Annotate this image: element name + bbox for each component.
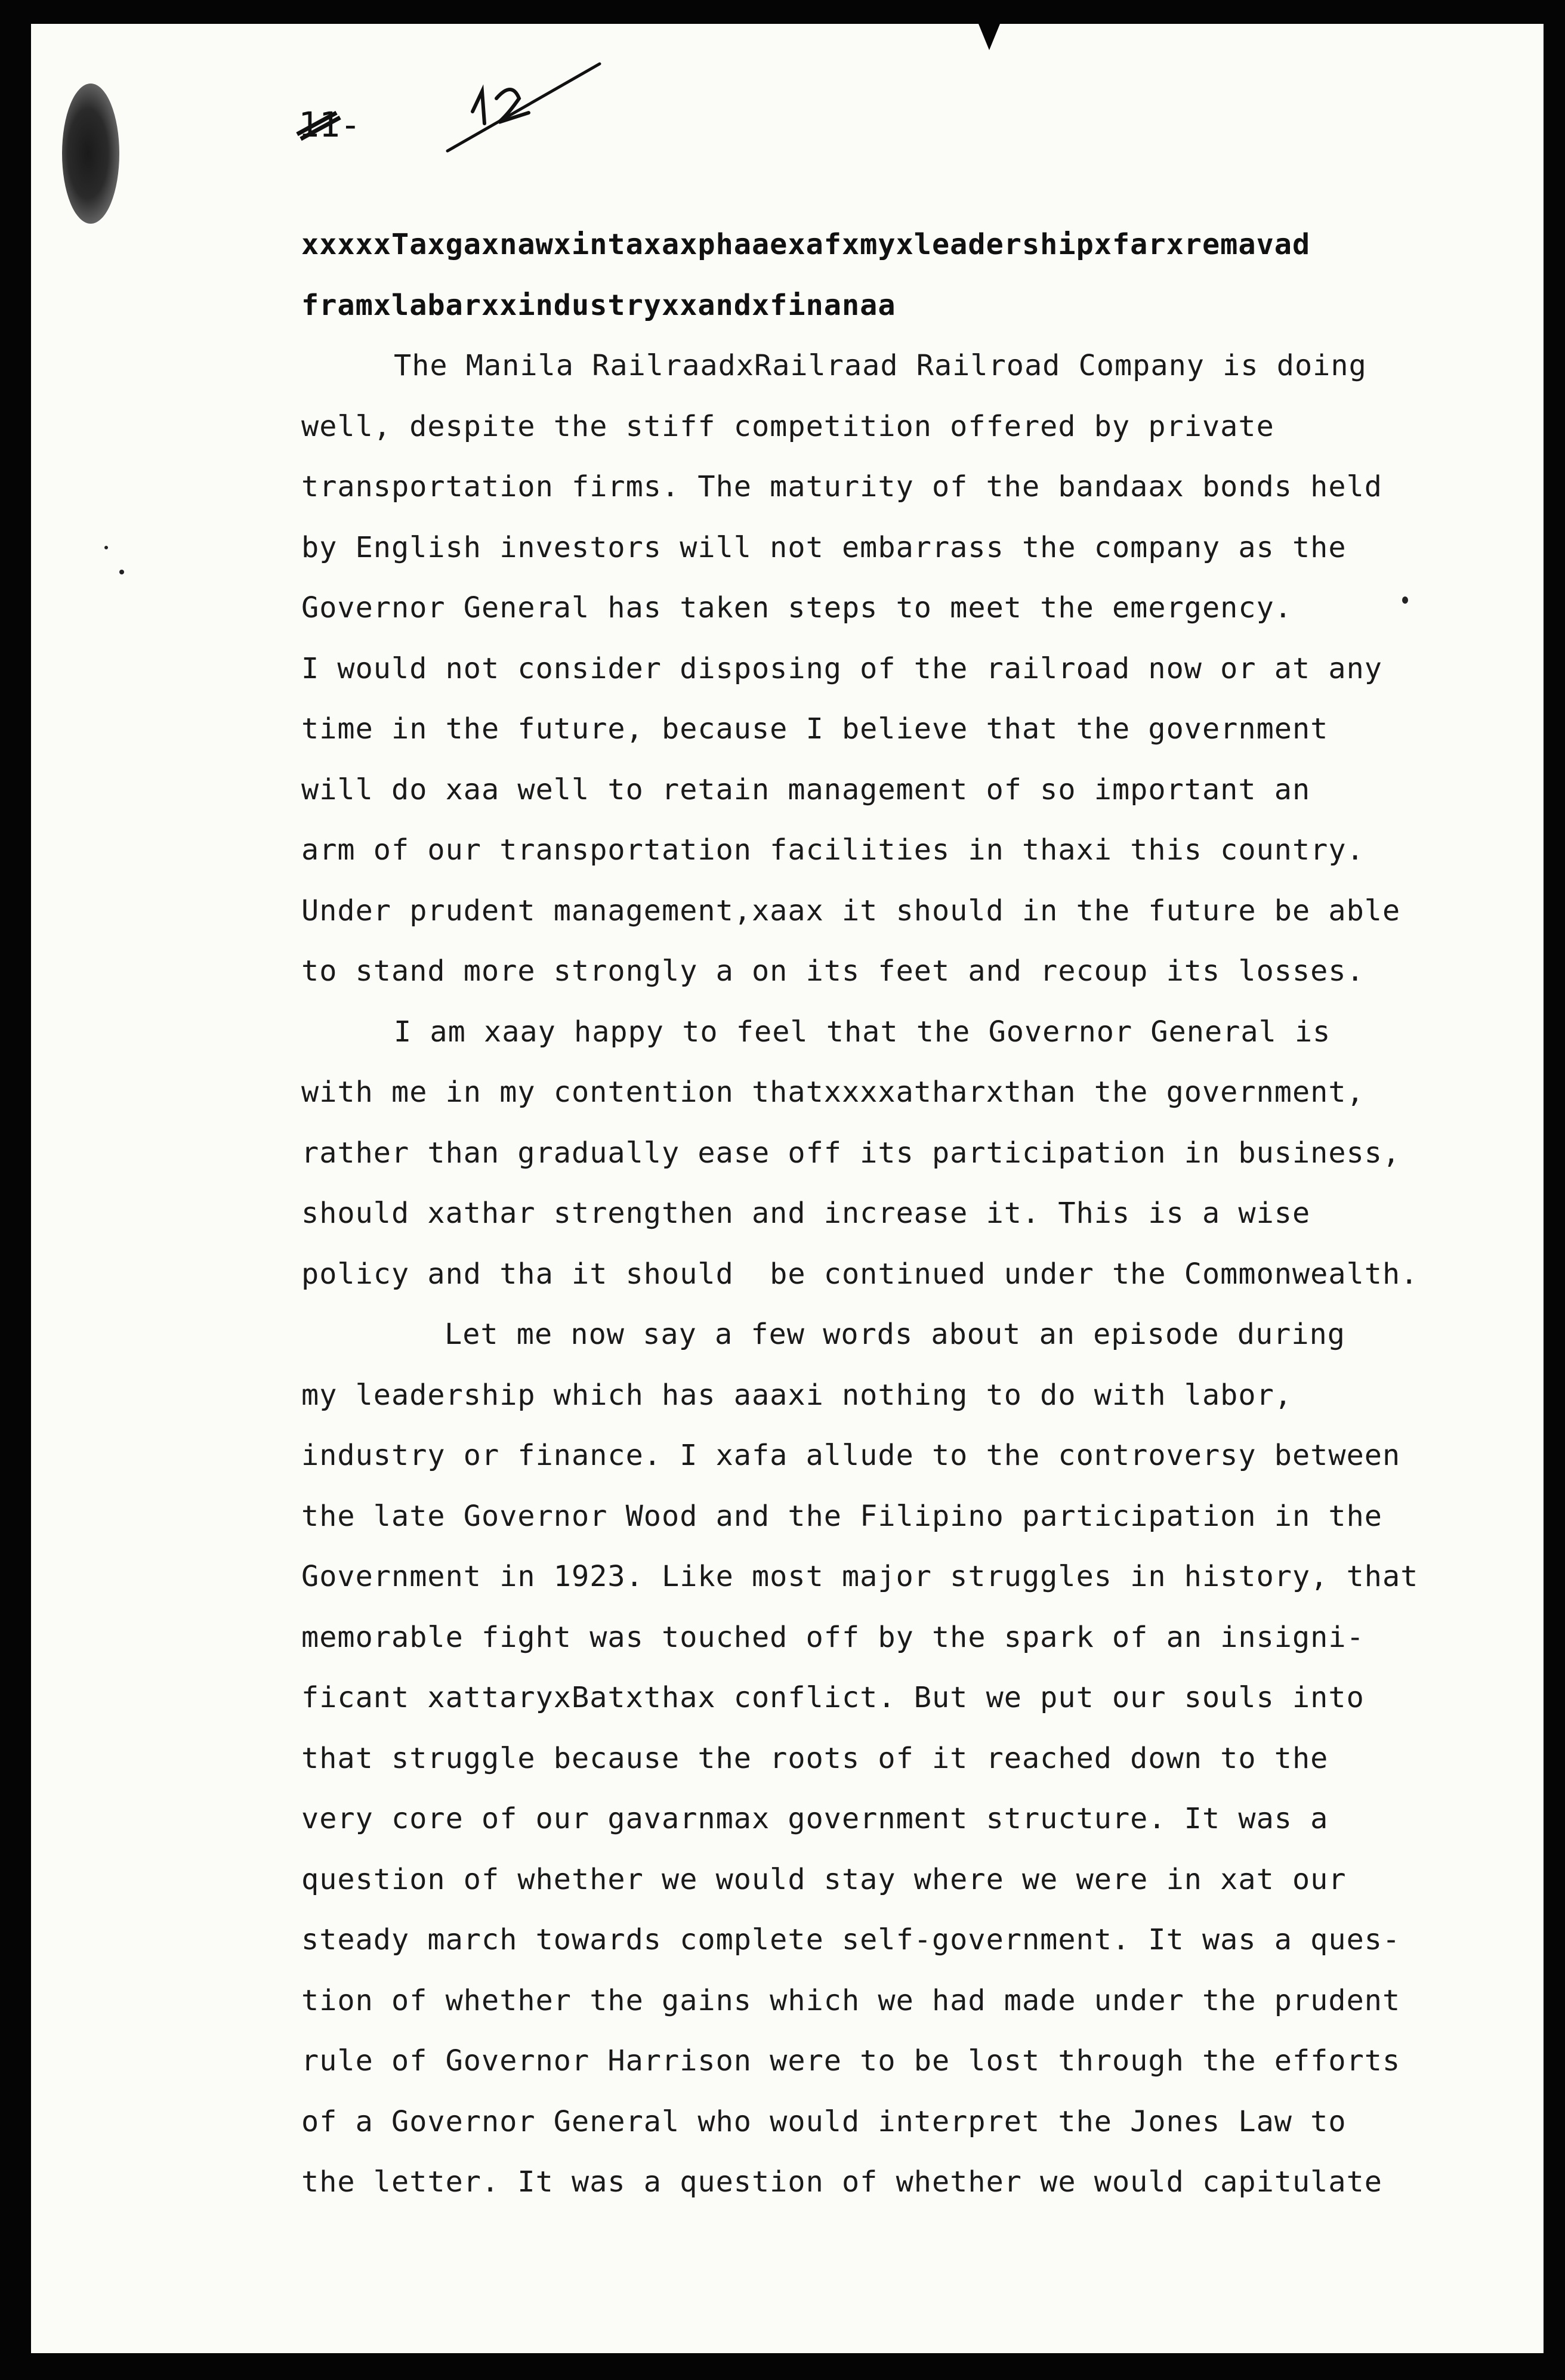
text-line: that struggle because the roots of it reached down to the: [301, 1741, 1329, 1775]
text-line: rule of Governor Harrison were to be lost through the efforts: [301, 2044, 1401, 2078]
handwritten-page-number: [430, 57, 609, 164]
text-line: the letter. It was a question of whether we would capitulate: [301, 2165, 1382, 2199]
text-line: ficant xattaryxBatxthax conflict. But we put our souls into: [301, 1681, 1365, 1714]
text-line: well, despite the stiff competition offered by private: [301, 409, 1274, 443]
frame-notch: [978, 24, 1000, 50]
text-line: of a Governor General who would interpret the Jones Law to: [301, 2104, 1347, 2138]
text-line: with me in my contention thatxxxxatharxthan the government,: [301, 1075, 1365, 1109]
text-line: will do xaa well to retain management of so important an: [301, 772, 1311, 806]
text-line: time in the future, because I believe that the government: [301, 712, 1329, 746]
text-line: arm of our transportation facilities in thaxi this country.: [301, 833, 1365, 867]
text-line: rather than gradually ease off its participation in business,: [301, 1136, 1401, 1170]
text-line: Let me now say a few words about an episode during: [445, 1318, 1345, 1351]
text-line: I would not consider disposing of the railroad now or at any: [301, 651, 1382, 685]
text-line: steady march towards complete self-government. It was a ques-: [301, 1923, 1401, 1956]
strike-scribble: [295, 107, 348, 143]
struck-page-number: [298, 104, 370, 146]
text-line: the late Governor Wood and the Filipino participation in the: [301, 1499, 1382, 1533]
text-line: industry or finance. I xafa allude to the controversy between: [301, 1439, 1401, 1472]
text-line: very core of our gavarnmax government structure. It was a: [301, 1802, 1329, 1835]
text-line: memorable fight was touched off by the spark of an insigni-: [301, 1620, 1365, 1654]
punch-hole: [62, 84, 119, 224]
text-line: transportation firms. The maturity of the bandaax bonds held: [301, 470, 1382, 503]
text-line: by English investors will not embarrass the company as the: [301, 530, 1347, 564]
text-line: tion of whether the gains which we had made under the prudent: [301, 1983, 1401, 2017]
speck: [119, 570, 124, 574]
text-line: question of whether we would stay where we were in xat our: [301, 1862, 1347, 1896]
speck: [104, 546, 108, 549]
text-line: The Manila RailraadxRailraad Railroad Company is doing: [394, 349, 1367, 382]
text-line: policy and tha it should be continued under the Commonwealth.: [301, 1257, 1419, 1291]
text-line: should xathar strengthen and increase it. This is a wise: [301, 1197, 1311, 1230]
typed-body: [301, 215, 1483, 2213]
text-line: to stand more strongly a on its feet and recoup its losses.: [301, 954, 1365, 988]
page-number-text: 11-: [298, 104, 361, 145]
struck-heading-line: xxxxxTaxgaxnawxintaxaxphaaexafxmyxleadershipxfarxremavad: [301, 228, 1311, 261]
text-line: Governor General has taken steps to meet the emergency.: [301, 591, 1292, 625]
text-line: my leadership which has aaaxi nothing to do with labor,: [301, 1378, 1292, 1412]
struck-heading-line: framxlabarxxindustryxxandxfinanaa: [301, 288, 896, 322]
text-line: Government in 1923. Like most major struggles in history, that: [301, 1560, 1419, 1593]
text-line: I am xaay happy to feel that the Governor General is: [394, 1015, 1331, 1049]
text-line: Under prudent management,xaax it should in the future be able: [301, 894, 1401, 928]
